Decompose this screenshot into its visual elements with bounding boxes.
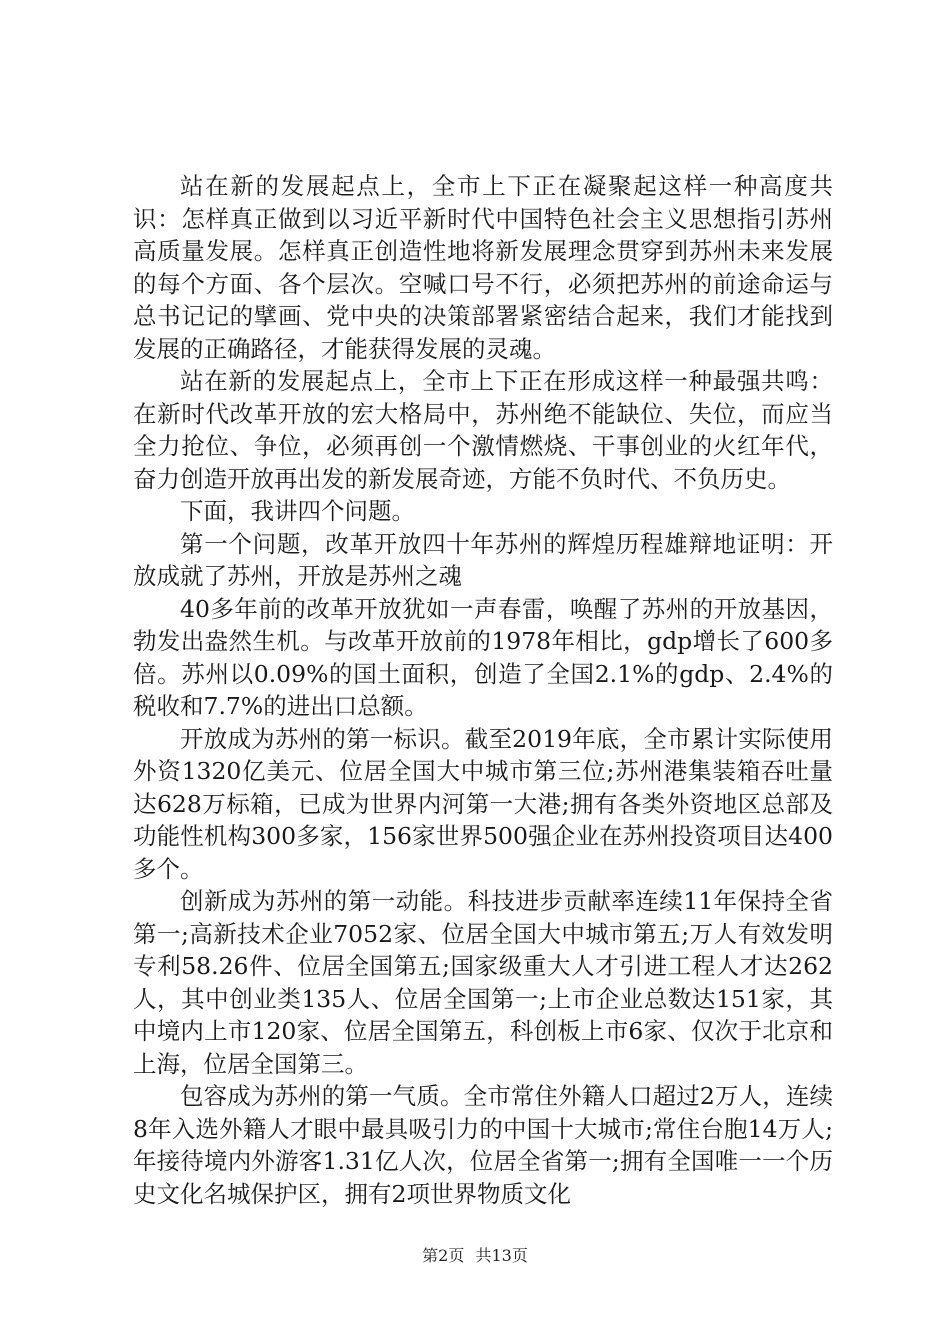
document-body xyxy=(133,170,833,1210)
paragraph-2: 站在新的发展起点上，全市上下正在形成这样一种最强共鸣：在新时代改革开放的宏大格局中，苏州绝不能缺位、失位，而应当全力抢位、争位，必须再创一个激情燃烧、干事创业的火红年代，奋力创造开放再出发的新发展奇迹，方能不负时代、不负历史。 xyxy=(133,367,833,493)
page-total: 共13页 xyxy=(475,1246,528,1265)
page-number: 第2页 xyxy=(422,1246,465,1265)
paragraph-6: 开放成为苏州的第一标识。截至2019年底，全市累计实际使用外资1320亿美元、位居全国大中城市第三位;苏州港集装箱吞吐量达628万标箱，已成为世界内河第一大港;拥有各类外资地区总部及功能性机构300多家，156家世界500强企业在苏州投资项目达400多个。 xyxy=(133,724,833,883)
paragraph-4-heading: 第一个问题，改革开放四十年苏州的辉煌历程雄辩地证明：开放成就了苏州，开放是苏州之魂 xyxy=(133,529,833,590)
paragraph-7: 创新成为苏州的第一动能。科技进步贡献率连续11年保持全省第一;高新技术企业7052家、位居全国大中城市第五;万人有效发明专利58.26件、位居全国第五;国家级重大人才引进工程人才达262人，其中创业类135人、位居全国第一;上市企业总数达151家，其中境内上市120家、位居全国第五，科创板上市6家、仅次于北京和上海，位居全国第三。 xyxy=(133,887,833,1078)
paragraph-1: 站在新的发展起点上，全市上下正在凝聚起这样一种高度共识：怎样真正做到以习近平新时代中国特色社会主义思想指引苏州高质量发展。怎样真正创造性地将新发展理念贯穿到苏州未来发展的每个方面、各个层次。空喊口号不行，必须把苏州的前途命运与总书记记的擘画、党中央的决策部署紧密结合起来，我们才能找到发展的正确路径，才能获得发展的灵魂。 xyxy=(133,172,833,363)
paragraph-3: 下面，我讲四个问题。 xyxy=(180,497,415,525)
paragraph-5: 40多年前的改革开放犹如一声春雷，唤醒了苏州的开放基因，勃发出盎然生机。与改革开放前的1978年相比，gdp增长了600多倍。苏州以0.09%的国土面积，创造了全国2.1%的gdp、2.4%的税收和7.7%的进出口总额。 xyxy=(133,594,833,720)
paragraph-8: 包容成为苏州的第一气质。全市常住外籍人口超过2万人，连续8年入选外籍人才眼中最具吸引力的中国十大城市;常住台胞14万人;年接待境内外游客1.31亿人次，位居全省第一;拥有全国唯一一个历史文化名城保护区，拥有2项世界物质文化 xyxy=(133,1082,833,1208)
page-footer xyxy=(0,1243,950,1266)
